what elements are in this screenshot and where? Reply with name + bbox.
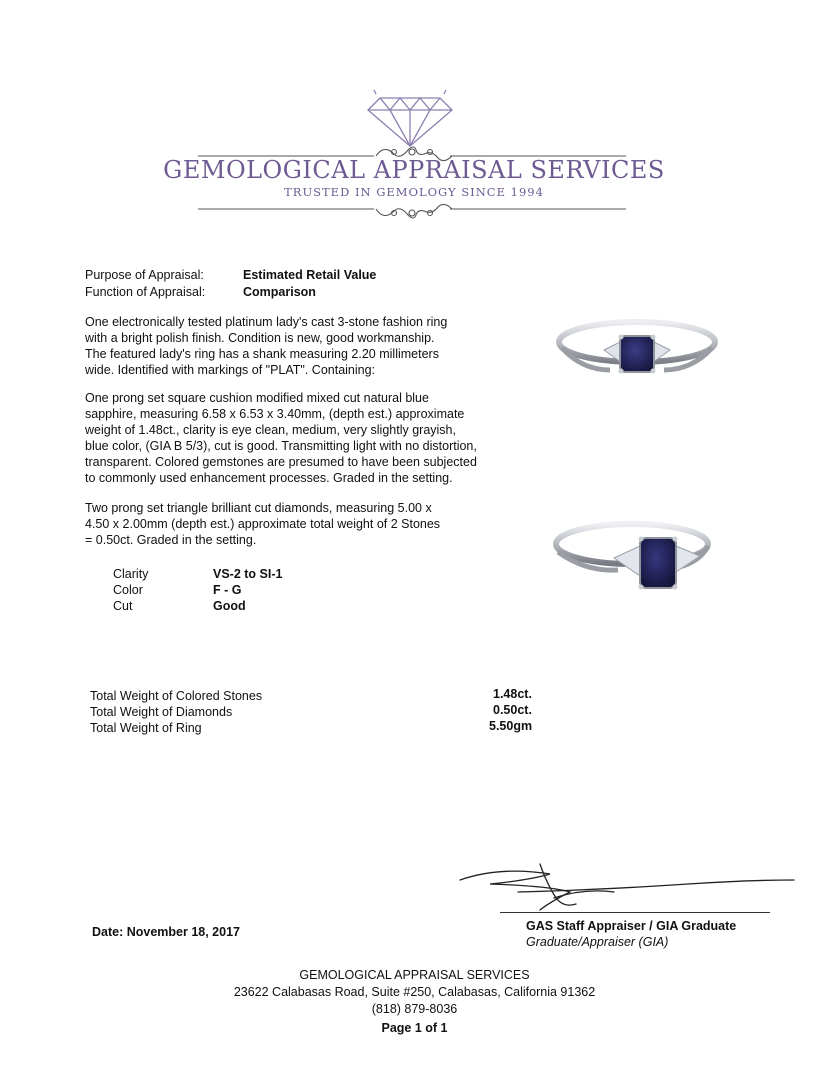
company-name: GEMOLOGICAL APPRAISAL SERVICES	[163, 156, 665, 184]
intro-line: wide. Identified with markings of "PLAT". Containing:	[85, 363, 376, 377]
appraiser-subtitle: Graduate/Appraiser (GIA)	[526, 935, 669, 949]
handwritten-signature	[458, 862, 798, 912]
appraisal-date: Date: November 18, 2017	[92, 925, 240, 939]
spec-value-clarity: VS-2 to SI-1	[213, 567, 283, 581]
sapphire-line: blue color, (GIA B 5/3), cut is good. Transmitting light with no distortion,	[85, 439, 477, 453]
footer-address: 23622 Calabasas Road, Suite #250, Calabasas, California 91362	[233, 985, 596, 999]
total-label-colored-stones: Total Weight of Colored Stones	[90, 689, 263, 703]
sapphire-line: sapphire, measuring 6.58 x 6.53 x 3.40mm, (depth est.) approximate	[85, 407, 465, 421]
total-value-diamonds: 0.50ct.	[493, 703, 532, 717]
sapphire-line: to commonly used enhancement processes. Graded in the setting.	[85, 471, 453, 485]
sapphire-line: transparent. Colored gemstones are presumed to have been subjected	[85, 455, 477, 469]
sapphire-line: One prong set square cushion modified mixed cut natural blue	[85, 391, 429, 405]
footer-phone: (818) 879-8036	[371, 1002, 458, 1016]
footer-company: GEMOLOGICAL APPRAISAL SERVICES	[299, 968, 530, 982]
sapphire-line: weight of 1.48ct., clarity is eye clean, medium, very slightly grayish,	[85, 423, 456, 437]
total-value-ring: 5.50gm	[489, 719, 533, 733]
total-label-ring: Total Weight of Ring	[90, 721, 202, 735]
ornament-divider-bottom	[198, 199, 626, 223]
intro-line: The featured lady's ring has a shank measuring 2.20 millimeters	[85, 347, 439, 361]
diamond-line: Two prong set triangle brilliant cut diamonds, measuring 5.00 x	[85, 501, 432, 515]
diamond-paragraph	[85, 500, 440, 548]
signature-line	[500, 912, 770, 913]
purpose-value: Estimated Retail Value	[243, 268, 377, 282]
company-tagline: TRUSTED IN GEMOLOGY SINCE 1994	[284, 185, 544, 199]
total-value-colored-stones: 1.48ct.	[493, 687, 532, 701]
spec-label-cut: Cut	[113, 599, 133, 613]
spec-label-clarity: Clarity	[113, 567, 149, 581]
purpose-label: Purpose of Appraisal:	[85, 268, 204, 282]
page-number: Page 1 of 1	[381, 1021, 448, 1035]
diamond-line: 4.50 x 2.00mm (depth est.) approximate total weight of 2 Stones	[85, 517, 441, 531]
ring-photo-top	[552, 306, 722, 406]
function-label: Function of Appraisal:	[85, 285, 206, 299]
sapphire-paragraph	[85, 390, 477, 486]
total-label-diamonds: Total Weight of Diamonds	[90, 705, 233, 719]
intro-line: One electronically tested platinum lady's cast 3-stone fashion ring	[85, 315, 448, 329]
ring-intro-paragraph	[85, 314, 447, 378]
diamond-logo-icon	[366, 86, 454, 148]
function-value: Comparison	[243, 285, 316, 299]
intro-line: with a bright polish finish. Condition is new, good workmanship.	[85, 331, 435, 345]
spec-label-color: Color	[113, 583, 143, 597]
diamond-line: = 0.50ct. Graded in the setting.	[85, 533, 257, 547]
appraiser-title: GAS Staff Appraiser / GIA Graduate	[526, 919, 737, 933]
ring-photo-bottom	[550, 510, 720, 610]
spec-value-color: F - G	[213, 583, 242, 597]
spec-value-cut: Good	[213, 599, 246, 613]
